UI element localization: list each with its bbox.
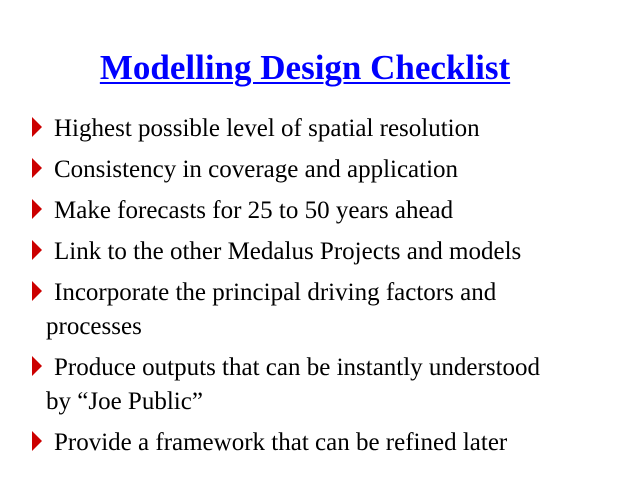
- triangle-right-icon: [32, 117, 42, 137]
- checklist-item: [30, 153, 630, 187]
- slide-title: Modelling Design Checklist: [99, 48, 511, 87]
- checklist-item-text: [46, 276, 630, 344]
- checklist-item-text: Provide a framework that can be refined later: [54, 429, 508, 456]
- checklist-item-text: Consistency in coverage and application: [54, 156, 459, 183]
- checklist-item-text: Make forecasts for 25 to 50 years ahead: [54, 197, 454, 224]
- checklist-item-line2: by “Joe Public”: [46, 388, 203, 415]
- checklist: [30, 112, 630, 467]
- checklist-item: [30, 235, 630, 269]
- checklist-item-text: [46, 351, 630, 419]
- triangle-right-icon: [32, 199, 42, 219]
- triangle-right-icon: [32, 158, 42, 178]
- checklist-item: [30, 351, 630, 419]
- checklist-item: [30, 194, 630, 228]
- checklist-item-line2: processes: [46, 313, 142, 340]
- checklist-item-text: Link to the other Medalus Projects and models: [54, 238, 522, 265]
- triangle-right-icon: [32, 281, 42, 301]
- triangle-right-icon: [32, 356, 42, 376]
- triangle-right-icon: [32, 431, 42, 451]
- checklist-item-text: Highest possible level of spatial resolution: [54, 115, 480, 142]
- triangle-right-icon: [32, 240, 42, 260]
- checklist-item-line1: Produce outputs that can be instantly understood: [54, 354, 541, 381]
- checklist-item: [30, 276, 630, 344]
- checklist-item-line1: Incorporate the principal driving factors and: [54, 279, 497, 306]
- checklist-item: [30, 112, 630, 146]
- checklist-item: [30, 426, 630, 460]
